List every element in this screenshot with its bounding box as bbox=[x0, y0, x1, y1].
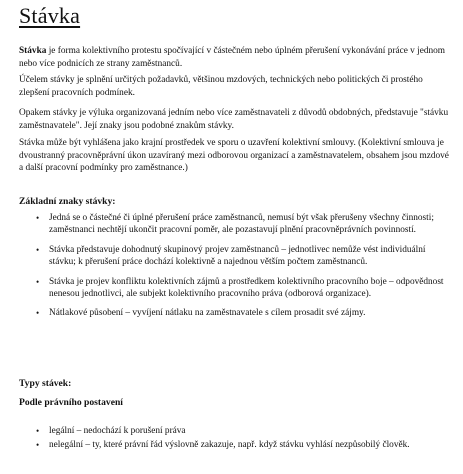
list-item-text: Jedná se o částečné či úplné přerušení práce zaměstnanců, nemusí být však přerušeny všechny činnosti; zaměstnanci nechtějí ukončit pracovní poměr, ale pozastavují plnění pracovněprávních povinností. bbox=[49, 213, 434, 236]
intro-text: je forma kolektivního protestu spočívající v částečném nebo úplném přerušení vykonávání práce v jednom nebo více podnicích ze strany zaměstnanců. bbox=[19, 46, 446, 69]
bullet-icon: • bbox=[36, 426, 40, 436]
list-item-text: Stávka je projev konfliktu kolektivních zájmů a prostředkem kolektivního pracovního boje – odpovědnost nenesou jednotlivci, ale subjekt kolektivního pracovního práva (odborová organizace). bbox=[49, 276, 444, 300]
list-item bbox=[36, 307, 446, 319]
znaky-list bbox=[36, 212, 446, 327]
list-item bbox=[36, 212, 446, 237]
list-item bbox=[36, 439, 446, 451]
bullet-icon: • bbox=[36, 213, 40, 223]
list-item-text: nelegální – ty, které právní řád výslovně zakazuje, např. když stávku vyhlásí nezpůsobilý člověk. bbox=[49, 440, 410, 451]
collective-agreement-paragraph: Stávka může být vyhlášena jako krajní prostředek ve sporu o uzavření kolektivní smlouvy. (Kolektivní smlouva je dvoustranný pracovněprávní úkon uzavíraný mezi odborovou organizací a zaměstnavatelem, obsahem jsou mzdové a další pracovní podmínky pro zaměstnance.) bbox=[19, 138, 449, 174]
purpose-paragraph: Účelem stávky je splnění určitých požadavků, většinou mzdových, technických nebo politických či prostého zlepšení pracovních podmínek. bbox=[19, 75, 423, 98]
bullet-icon: • bbox=[36, 308, 40, 319]
section-heading-typy: Typy stávek: bbox=[19, 378, 72, 389]
bullet-icon: • bbox=[36, 276, 40, 287]
list-item-text: legální – nedochází k porušení práva bbox=[49, 426, 186, 436]
bullet-icon: • bbox=[36, 440, 40, 451]
typy-list bbox=[36, 425, 446, 454]
page-title: Stávka bbox=[19, 3, 81, 28]
list-item bbox=[36, 425, 446, 437]
list-item-text: Nátlakové působení – vyvíjení nátlaku na zaměstnavatele s cílem prosadit své zájmy. bbox=[49, 308, 366, 319]
list-item bbox=[36, 244, 446, 269]
list-item-text: Stávka představuje dohodnutý skupinový projev zaměstnanců – jednotlivec nemůže vést individuální stávku; k přerušení práce dochází kolektivně a najednou větším počtem zaměstnanců. bbox=[49, 244, 426, 268]
lockout-paragraph: Opakem stávky je výluka organizovaná jedním nebo více zaměstnavateli z důvodů obdobných, představuje "stávku zaměstnavatele". Její znaky jsou podobné znakům stávky. bbox=[19, 108, 449, 131]
list-item bbox=[36, 276, 446, 301]
subsection-heading-podle: Podle právního postavení bbox=[19, 397, 123, 408]
intro-paragraph bbox=[19, 45, 451, 70]
section-heading-znaky: Základní znaky stávky: bbox=[19, 196, 116, 207]
bullet-icon: • bbox=[36, 244, 40, 255]
intro-term: Stávka bbox=[19, 46, 47, 56]
